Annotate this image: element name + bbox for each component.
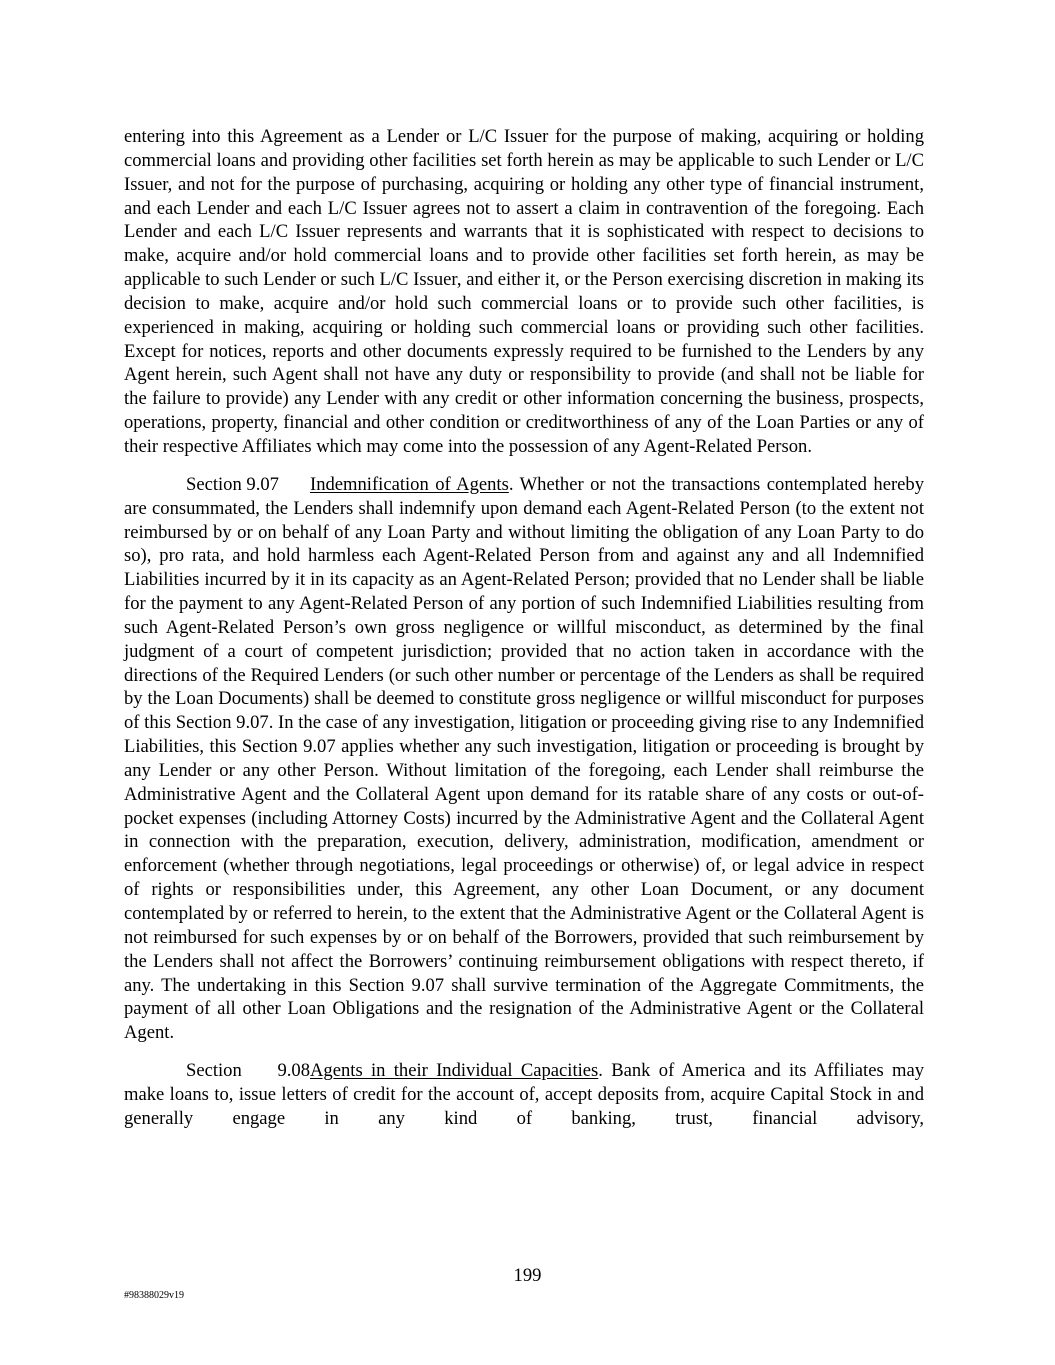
section-heading: Agents in their Individual Capacities <box>310 1060 599 1082</box>
document-id: #98388029v19 <box>124 1290 184 1301</box>
page-number: 199 <box>513 1265 542 1286</box>
section-heading: Indemnification of Agents <box>310 473 509 495</box>
paragraph-continued: entering into this Agreement as a Lender or L/C Issuer for the purpose of making, acquiring or holding commercial loans and providing other facilities set forth herein as may be applicable to such Lender or L/C Issuer, and not for the purpose of purchasing, acquiring or holding any other type of financial instrument, and each Lender and each L/C Issuer agrees not to assert a claim in contravention of the foregoing. Each Lender and each L/C Issuer represents and warrants that it is sophisticated with respect to decisions to make, acquire and/or hold commercial loans and to provide other facilities set forth herein, as may be applicable to such Lender or such L/C Issuer, and either it, or the Person exercising discretion in making its decision to make, acquire and/or hold such commercial loans or to provide such other facilities, is experienced in making, acquiring or holding such commercial loans or providing such other facilities. Except for notices, reports and other documents expressly required to be furnished to the Lenders by any Agent herein, such Agent shall not have any duty or responsibility to provide (and shall not be liable for the failure to provide) any Lender with any credit or other information concerning the business, prospects, operations, property, financial and other condition or creditworthiness of any of the Loan Parties or any of their respective Affiliates which may come into the possession of any Agent-Related Person. <box>124 126 924 457</box>
section-number: Section 9.07 <box>186 473 279 495</box>
document-body <box>124 125 924 1145</box>
section-9-08-paragraph <box>124 1059 924 1131</box>
section-text: . Bank of America and its Affiliates may make loans to, issue letters of credit for the account of, accept deposits from, acquire Capital Stock in and generally engage in any kind of banking, trust, financial advisory, <box>124 1060 925 1129</box>
section-number: Section 9.08 <box>186 1060 310 1082</box>
section-9-07-paragraph <box>124 473 924 1045</box>
section-text: . Whether or not the transactions contemplated hereby are consummated, the Lenders shall indemnify upon demand each Agent-Related Person (to the extent not reimbursed by or on behalf of any Loan Party and without limiting the obligation of any Loan Party to do so), pro rata, and hold harmless each Agent-Related Person from and against any and all Indemnified Liabilities incurred by it in its capacity as an Agent-Related Person; provided that no Lender shall be liable for the payment to any Agent-Related Person of any portion of such Indemnified Liabilities resulting from such Agent-Related Person’s own gross negligence or willful misconduct, as determined by the final judgment of a court of competent jurisdiction; provided that no action taken in accordance with the directions of the Required Lenders (or such other number or percentage of the Lenders as shall be required by the Loan Documents) shall be deemed to constitute gross negligence or willful misconduct for purposes of this Section 9.07. In the case of any investigation, litigation or proceeding giving rise to any Indemnified Liabilities, this Section 9.07 applies whether any such investigation, litigation or proceeding is brought by any Lender or any other Person. Without limitation of the foregoing, each Lender shall reimburse the Administrative Agent and the Collateral Agent upon demand for its ratable share of any costs or out-of-pocket expenses (including Attorney Costs) incurred by the Administrative Agent and the Collateral Agent in connection with the preparation, execution, delivery, administration, modification, amendment or enforcement (whether through negotiations, legal proceedings or otherwise) of, or legal advice in respect of rights or responsibilities under, this Agreement, any other Loan Document, or any document contemplated by or referred to herein, to the extent that the Administrative Agent or the Collateral Agent is not reimbursed for such expenses by or on behalf of the Borrowers, provided that such reimbursement by the Lenders shall not affect the Borrowers’ continuing reimbursement obligations with respect thereto, if any. The undertaking in this Section 9.07 shall survive termination of the Aggregate Commitments, the payment of all other Loan Obligations and the resignation of the Administrative Agent or the Collateral Agent. <box>124 473 924 1044</box>
